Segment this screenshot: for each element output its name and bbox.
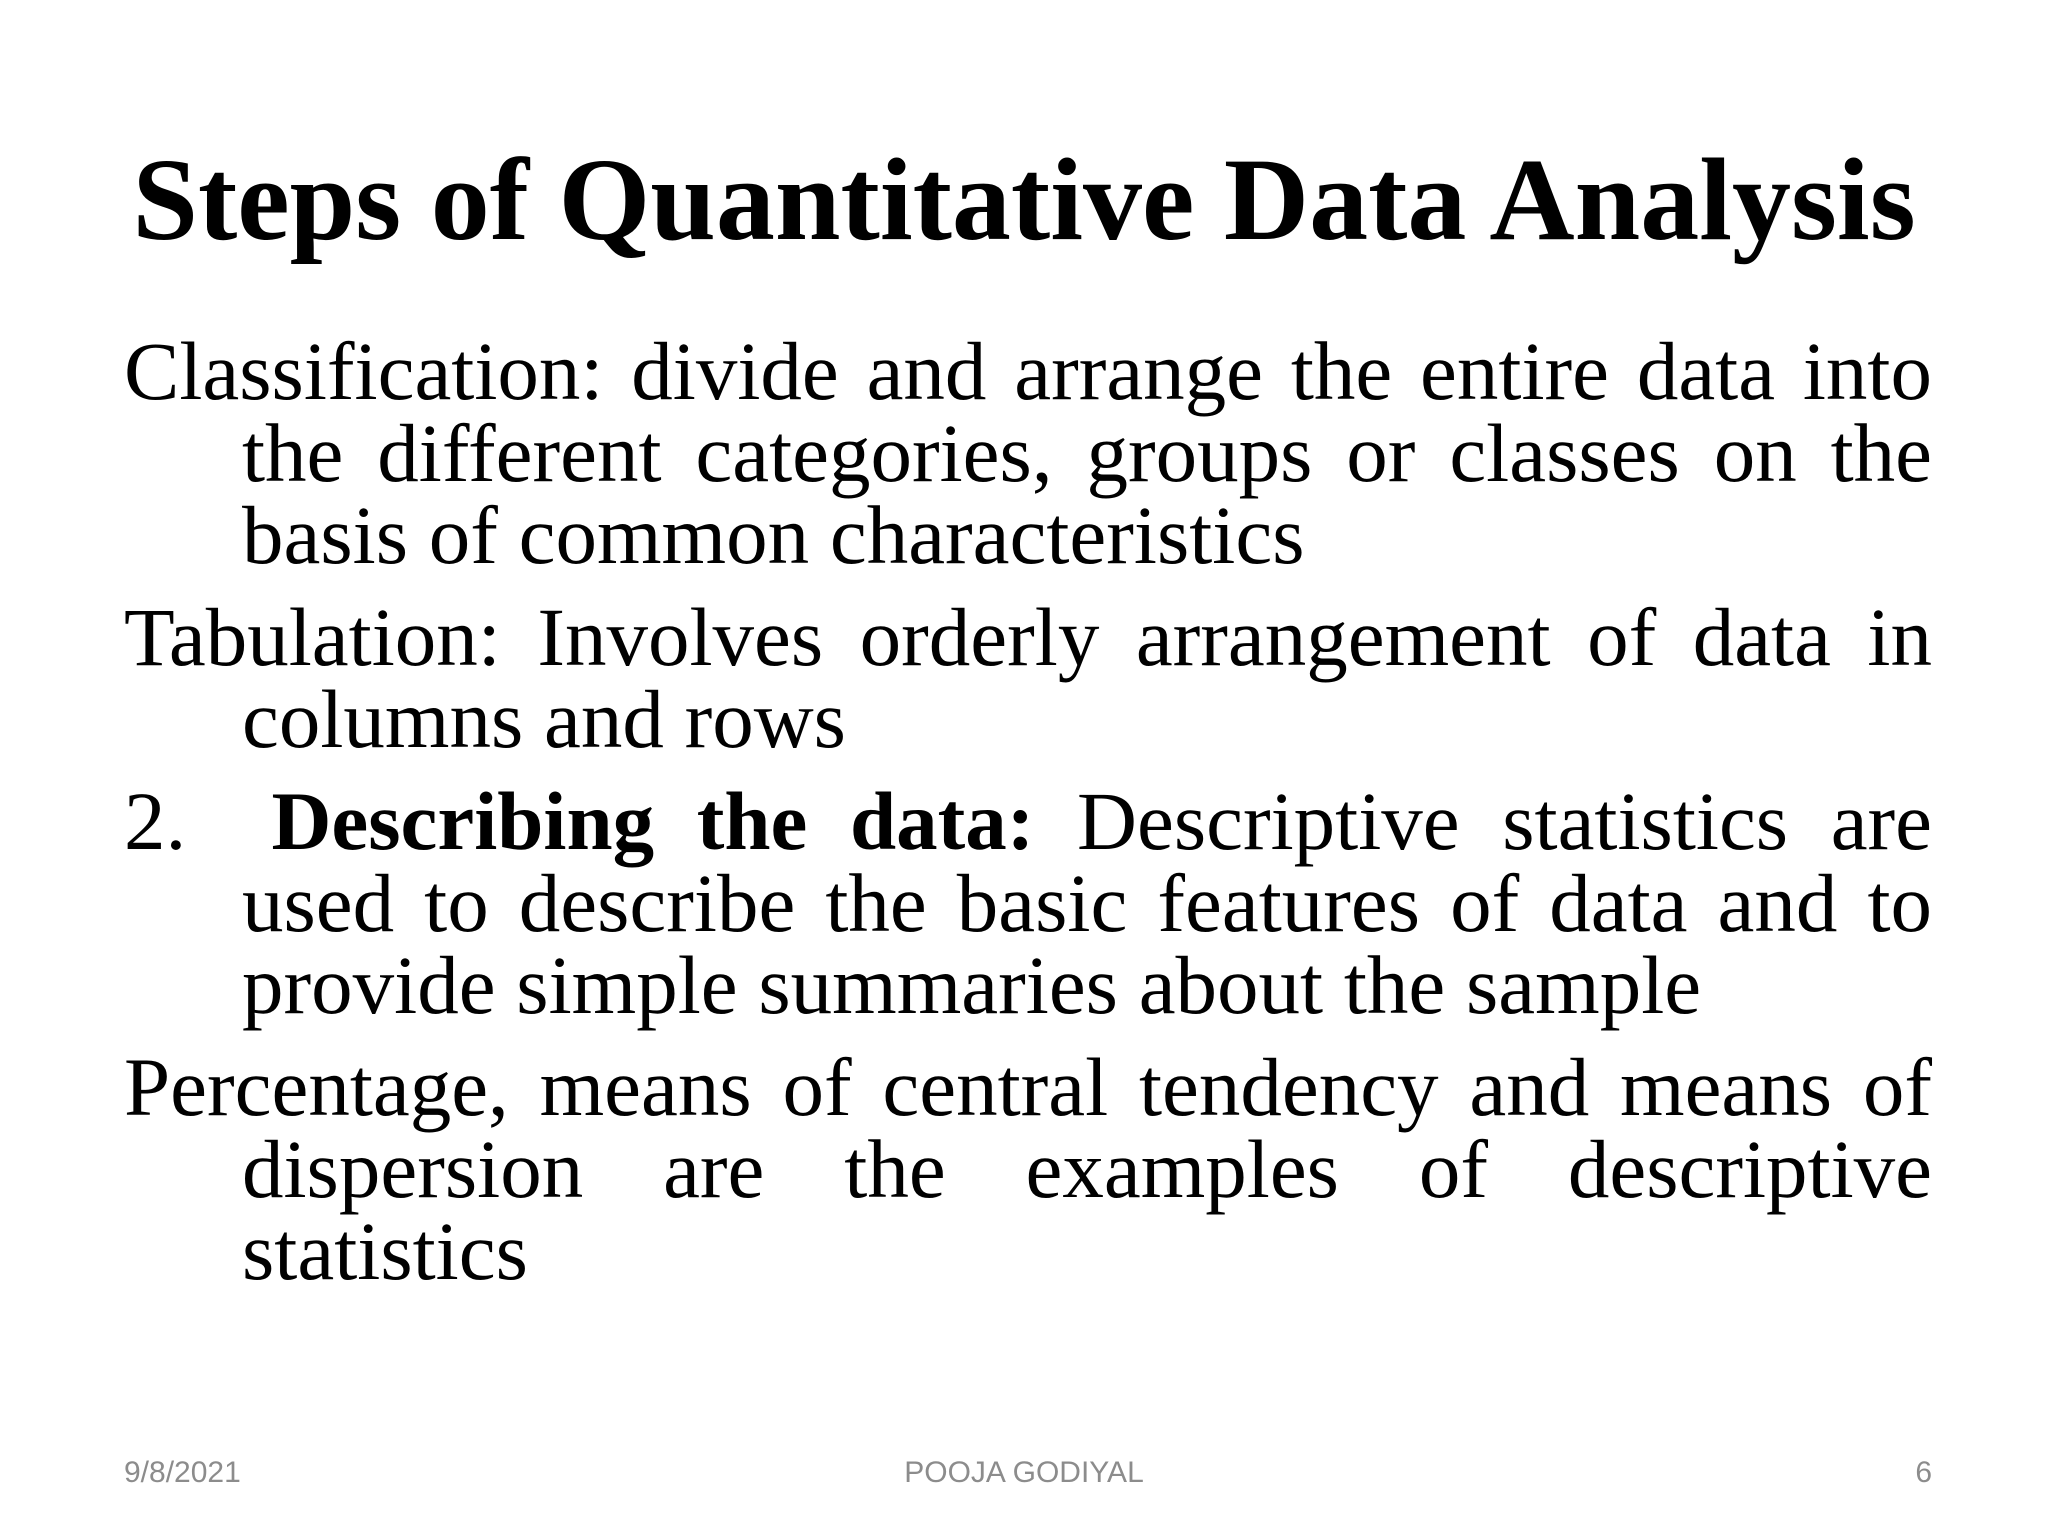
paragraph-percentage: [124, 1041, 1932, 1297]
footer-author: POOJA GODIYAL: [904, 1456, 1144, 1489]
paragraph-text: Percentage, means of central tendency and means of dispersion are the examples of descriptive statistics: [124, 1041, 1932, 1297]
footer-page-number: 6: [1915, 1456, 1932, 1489]
paragraph-tabulation: [124, 591, 1932, 765]
paragraph-text: Descriptive statistics are used to describe the basic features of data and to provide simple summaries about the sample: [242, 775, 1933, 1031]
slide-title: Steps of Quantitative Data Analysis: [132, 134, 1916, 265]
paragraph-text: Classification: divide and arrange the entire data into the different categories, groups or classes on the basis of common characteristics: [124, 325, 1932, 581]
paragraph-describing-data: [124, 775, 1933, 1031]
paragraph-classification: [124, 325, 1932, 581]
paragraph-number: 2.: [124, 775, 187, 867]
slide-body: [124, 325, 1933, 1312]
footer-date: 9/8/2021: [124, 1456, 241, 1489]
paragraph-bold-lead: Describing the data:: [271, 775, 1035, 867]
paragraph-text: Tabulation: Involves orderly arrangement of data in columns and rows: [124, 591, 1932, 765]
